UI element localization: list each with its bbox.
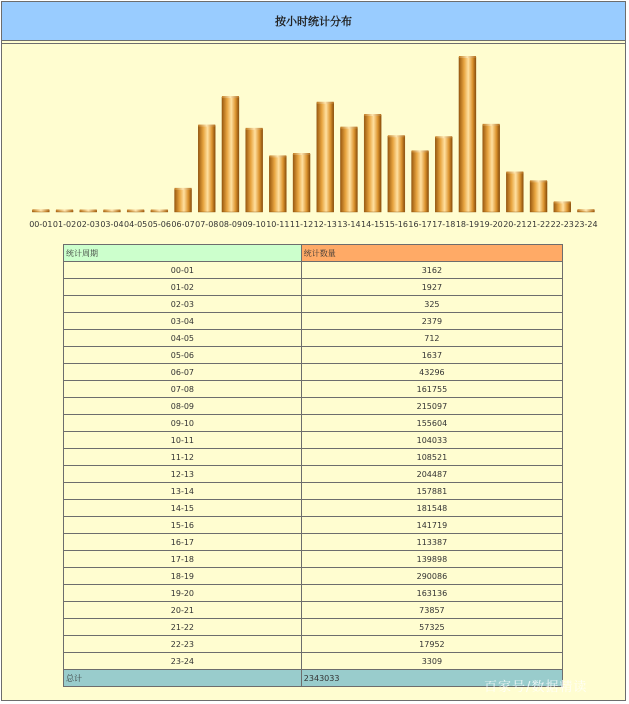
table-row <box>64 279 563 296</box>
page-title: 按小时统计分布 <box>275 15 352 28</box>
table-row <box>64 364 563 381</box>
table-row <box>64 262 563 279</box>
x-tick-label: 22-23 <box>550 220 574 229</box>
cell-count: 2379 <box>301 313 562 330</box>
bar-cap-11-12 <box>293 153 310 155</box>
x-tick-label: 10-11 <box>266 220 290 229</box>
bar-cap-21-22 <box>530 180 547 182</box>
cell-period: 15-16 <box>64 517 302 534</box>
cell-period: 09-10 <box>64 415 302 432</box>
table-row <box>64 585 563 602</box>
x-tick-labels <box>29 220 597 229</box>
table-row <box>64 296 563 313</box>
cell-count: 108521 <box>301 449 562 466</box>
x-tick-label: 01-02 <box>52 220 77 229</box>
table-row <box>64 534 563 551</box>
total-value: 2343033 <box>301 670 562 687</box>
x-tick-label: 06-07 <box>171 220 195 229</box>
cell-count: 73857 <box>301 602 562 619</box>
x-tick-label: 11-12 <box>289 220 314 229</box>
cell-count: 17952 <box>301 636 562 653</box>
bar-12-13 <box>317 103 334 212</box>
bar-cap-03-04 <box>103 210 120 212</box>
table-header-row <box>64 245 563 262</box>
x-tick-label: 02-03 <box>76 220 100 229</box>
bar-cap-19-20 <box>483 124 500 126</box>
x-tick-label: 15-16 <box>384 220 408 229</box>
cell-period: 08-09 <box>64 398 302 415</box>
cell-period: 01-02 <box>64 279 302 296</box>
cell-period: 03-04 <box>64 313 302 330</box>
table-row <box>64 636 563 653</box>
watermark-text: 百家号/数据精读 <box>484 680 588 695</box>
cell-count: 325 <box>301 296 562 313</box>
bar-cap-02-03 <box>80 210 97 212</box>
table-row <box>64 432 563 449</box>
bar-cap-00-01 <box>32 209 49 211</box>
x-tick-label: 00-01 <box>29 220 53 229</box>
bar-cap-08-09 <box>222 96 239 98</box>
cell-count: 290086 <box>301 568 562 585</box>
x-tick-label: 21-22 <box>526 220 551 229</box>
table-row <box>64 500 563 517</box>
cell-count: 181548 <box>301 500 562 517</box>
x-tick-label: 18-19 <box>455 220 480 229</box>
x-tick-label: 14-15 <box>361 220 385 229</box>
cell-count: 712 <box>301 330 562 347</box>
x-tick-label: 23-24 <box>574 220 598 229</box>
table-row <box>64 415 563 432</box>
bar-cap-06-07 <box>175 188 192 190</box>
table-row <box>64 551 563 568</box>
bar-cap-12-13 <box>317 102 334 104</box>
cell-count: 3309 <box>301 653 562 670</box>
bar-cap-09-10 <box>246 128 263 130</box>
table-row <box>64 619 563 636</box>
bar-cap-22-23 <box>554 201 571 203</box>
bar-17-18 <box>435 137 452 212</box>
table-row <box>64 466 563 483</box>
bar-cap-20-21 <box>506 172 523 174</box>
cell-period: 10-11 <box>64 432 302 449</box>
cell-period: 07-08 <box>64 381 302 398</box>
bar-14-15 <box>364 115 381 212</box>
table-row <box>64 313 563 330</box>
cell-count: 141719 <box>301 517 562 534</box>
x-tick-label: 13-14 <box>337 220 361 229</box>
x-tick-label: 19-20 <box>479 220 503 229</box>
cell-count: 161755 <box>301 381 562 398</box>
cell-count: 215097 <box>301 398 562 415</box>
x-tick-label: 04-05 <box>124 220 148 229</box>
cell-count: 1637 <box>301 347 562 364</box>
bar-cap-17-18 <box>435 136 452 138</box>
bar-group <box>32 56 594 212</box>
cell-period: 18-19 <box>64 568 302 585</box>
cell-count: 139898 <box>301 551 562 568</box>
cell-period: 21-22 <box>64 619 302 636</box>
stats-table <box>63 244 563 687</box>
cell-period: 20-21 <box>64 602 302 619</box>
total-label: 总计 <box>64 670 302 687</box>
bar-cap-04-05 <box>127 210 144 212</box>
bar-19-20 <box>483 125 500 212</box>
cell-period: 17-18 <box>64 551 302 568</box>
table-row <box>64 568 563 585</box>
cell-period: 14-15 <box>64 500 302 517</box>
bar-cap-18-19 <box>459 56 476 58</box>
x-tick-label: 16-17 <box>408 220 432 229</box>
bar-cap-23-24 <box>577 209 594 211</box>
table-row <box>64 347 563 364</box>
bar-15-16 <box>388 136 405 212</box>
cell-period: 13-14 <box>64 483 302 500</box>
table-row <box>64 483 563 500</box>
bar-11-12 <box>293 154 310 212</box>
bar-07-08 <box>198 126 215 212</box>
bar-cap-07-08 <box>198 125 215 127</box>
table-row <box>64 602 563 619</box>
cell-period: 02-03 <box>64 296 302 313</box>
bar-22-23 <box>554 202 571 212</box>
x-tick-label: 07-08 <box>195 220 219 229</box>
bar-13-14 <box>340 128 357 212</box>
cell-count: 155604 <box>301 415 562 432</box>
cell-count: 204487 <box>301 466 562 483</box>
cell-count: 1927 <box>301 279 562 296</box>
table-row <box>64 398 563 415</box>
table-row <box>64 449 563 466</box>
cell-period: 12-13 <box>64 466 302 483</box>
bar-10-11 <box>269 156 286 212</box>
bar-20-21 <box>506 173 523 212</box>
x-tick-label: 09-10 <box>242 220 266 229</box>
bar-cap-14-15 <box>364 114 381 116</box>
table-row <box>64 330 563 347</box>
bar-08-09 <box>222 97 239 212</box>
cell-count: 157881 <box>301 483 562 500</box>
bar-21-22 <box>530 181 547 212</box>
cell-period: 04-05 <box>64 330 302 347</box>
table-row <box>64 381 563 398</box>
cell-period: 19-20 <box>64 585 302 602</box>
cell-period: 06-07 <box>64 364 302 381</box>
bar-cap-15-16 <box>388 135 405 137</box>
cell-period: 22-23 <box>64 636 302 653</box>
header-period: 统计周期 <box>64 245 302 262</box>
cell-period: 16-17 <box>64 534 302 551</box>
header-count: 统计数量 <box>301 245 562 262</box>
bar-16-17 <box>412 151 429 212</box>
cell-count: 43296 <box>301 364 562 381</box>
bar-cap-13-14 <box>340 127 357 129</box>
cell-period: 23-24 <box>64 653 302 670</box>
bar-09-10 <box>246 129 263 212</box>
cell-period: 11-12 <box>64 449 302 466</box>
cell-count: 104033 <box>301 432 562 449</box>
x-tick-label: 03-04 <box>100 220 124 229</box>
cell-period: 00-01 <box>64 262 302 279</box>
bar-18-19 <box>459 57 476 212</box>
table-row <box>64 517 563 534</box>
cell-count: 57325 <box>301 619 562 636</box>
cell-count: 3162 <box>301 262 562 279</box>
x-tick-label: 05-06 <box>147 220 171 229</box>
bar-cap-05-06 <box>151 210 168 212</box>
x-tick-label: 17-18 <box>432 220 456 229</box>
bar-cap-01-02 <box>56 210 73 212</box>
cell-count: 163136 <box>301 585 562 602</box>
table-row <box>64 653 563 670</box>
cell-period: 05-06 <box>64 347 302 364</box>
bar-chart <box>0 0 629 240</box>
bar-cap-16-17 <box>412 150 429 152</box>
x-tick-label: 20-21 <box>503 220 527 229</box>
x-tick-label: 08-09 <box>218 220 243 229</box>
cell-count: 113387 <box>301 534 562 551</box>
bar-06-07 <box>175 189 192 212</box>
bar-cap-10-11 <box>269 155 286 157</box>
x-tick-label: 12-13 <box>313 220 337 229</box>
